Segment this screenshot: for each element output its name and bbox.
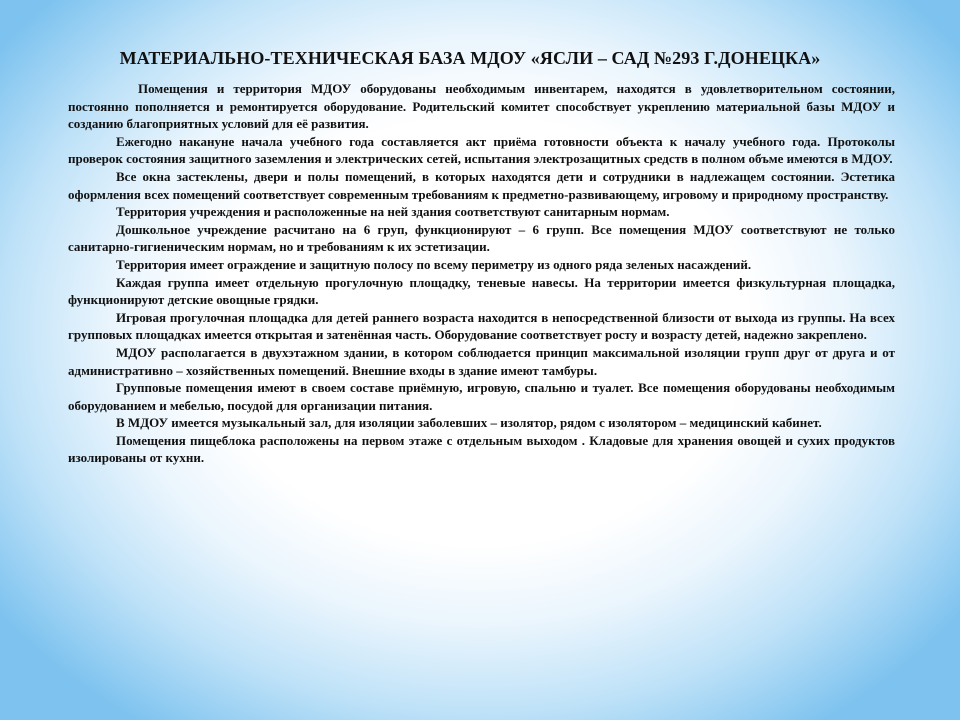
- body-text: [68, 80, 895, 467]
- paragraph: Все окна застеклены, двери и полы помещений, в которых находятся дети и сотрудники в надлежащем состоянии. Эстетика оформления всех помещений соответствует современным требованиям к предметно-развивающему, игровому и природному пространству.: [68, 168, 895, 202]
- paragraph: Территория имеет ограждение и защитную полосу по всему периметру из одного ряда зеленых насаждений.: [116, 256, 752, 272]
- slide-title: МАТЕРИАЛЬНО-ТЕХНИЧЕСКАЯ БАЗА МДОУ «ЯСЛИ – САД №293 Г.ДОНЕЦКА»: [119, 48, 821, 68]
- paragraph: Ежегодно накануне начала учебного года составляется акт приёма готовности объекта к началу учебного года. Протоколы проверок состояния защитного заземления и электрических сетей, испытания электрозащитных средств в полном объме имеются в МДОУ.: [68, 133, 895, 167]
- paragraph: МДОУ располагается в двухэтажном здании, в котором соблюдается принцип максимальной изоляции групп друг от друга и от административно – хозяйственных помещений. Внешние входы в здание имеют тамбуры.: [68, 344, 895, 378]
- paragraph: Помещения и территория МДОУ оборудованы необходимым инвентарем, находятся в удовлетворительном состоянии, постоянно пополняется и ремонтируется оборудование. Родительский комитет способствует укреплению материальной базы МДОУ и созданию благоприятных условий для её развития.: [68, 81, 895, 132]
- paragraph: Дошкольное учреждение расчитано на 6 груп, функционируют – 6 групп. Все помещения МДОУ соответствуют не только санитарно-гигиеническим нормам, но и требованиям к их эстетизации.: [68, 221, 895, 255]
- paragraph: Территория учреждения и расположенные на ней здания соответствуют санитарным нормам.: [116, 204, 670, 220]
- paragraph: Групповые помещения имеют в своем составе приёмную, игровую, спальню и туалет. Все помещения оборудованы необходимым оборудованием и мебелью, посудой для организации питания.: [68, 380, 895, 413]
- paragraph: Каждая группа имеет отдельную прогулочную площадку, теневые навесы. На территории имеется физкультурная площадка, функционируют детские овощные грядки.: [68, 274, 895, 308]
- paragraph: В МДОУ имеется музыкальный зал, для изоляции заболевших – изолятор, рядом с изолятором – медицинский кабинет.: [116, 415, 822, 431]
- paragraph: Игровая прогулочная площадка для детей раннего возраста находится в непосредственной близости от выхода из группы. На всех групповых площадках имеется открытая и затенённая часть. Оборудование соответствует росту и возрасту детей, надежно закреплено.: [68, 309, 895, 343]
- paragraph: Помещения пищеблока расположены на первом этаже с отдельным выходом . Кладовые для хранения овощей и сухих продуктов изолированы от кухни.: [68, 432, 895, 466]
